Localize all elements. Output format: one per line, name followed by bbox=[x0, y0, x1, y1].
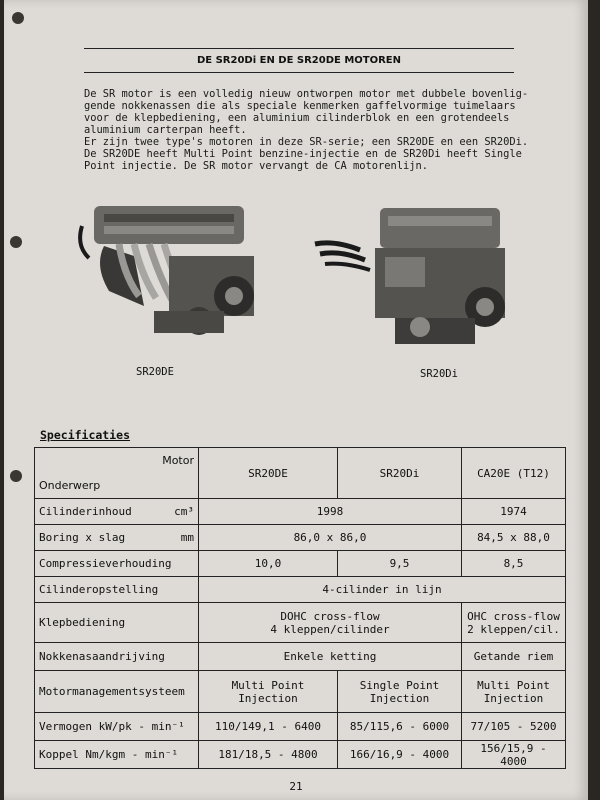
value-cell: 84,5 x 88,0 bbox=[462, 525, 566, 551]
table-row bbox=[35, 741, 566, 769]
value-cell bbox=[462, 603, 566, 643]
punch-hole bbox=[10, 470, 22, 482]
intro-line: Point injectie. De SR motor vervangt de CA motorenlijn. bbox=[84, 160, 429, 172]
column-header: SR20DE bbox=[199, 448, 338, 499]
table-row bbox=[35, 643, 566, 671]
row-label: Klepbediening bbox=[35, 603, 199, 643]
spec-heading: Specificaties bbox=[40, 428, 131, 442]
sr20de-caption: SR20DE bbox=[136, 366, 174, 378]
top-rule bbox=[84, 48, 514, 49]
value-cell: 77/105 - 5200 bbox=[462, 713, 566, 741]
row-label: Compressieverhouding bbox=[35, 551, 199, 577]
intro-line: aluminium carterpan heeft. bbox=[84, 124, 247, 136]
value-cell: 166/16,9 - 4000 bbox=[338, 741, 462, 769]
row-unit: cm³ bbox=[174, 505, 194, 518]
document-page bbox=[4, 0, 588, 800]
corner-onderwerp-label: Onderwerp bbox=[39, 479, 101, 492]
value-line: Multi Point bbox=[231, 678, 305, 692]
value-cell: 9,5 bbox=[338, 551, 462, 577]
column-header: SR20Di bbox=[338, 448, 462, 499]
row-label: Motormanagementsysteem bbox=[35, 671, 199, 713]
section-title: DE SR20Di EN DE SR20DE MOTOREN bbox=[196, 55, 402, 66]
value-cell bbox=[462, 671, 566, 713]
sr20de-engine-image bbox=[74, 196, 274, 346]
value-line: OHC cross-flow bbox=[467, 609, 560, 623]
value-cell: 10,0 bbox=[199, 551, 338, 577]
table-row bbox=[35, 671, 566, 713]
table-row bbox=[35, 525, 566, 551]
value-line: Multi Point bbox=[477, 678, 550, 692]
intro-line: Er zijn twee type's motoren in deze SR-serie; een SR20DE en een SR20Di. bbox=[84, 136, 529, 148]
row-label: Vermogen kW/pk - min⁻¹ bbox=[35, 713, 199, 741]
spec-table bbox=[34, 447, 566, 769]
value-cell bbox=[199, 603, 462, 643]
value-cell: 1998 bbox=[199, 499, 462, 525]
intro-line: voor de klepbediening, een aluminium cilinderblok en een grotendeels bbox=[84, 112, 510, 124]
table-row bbox=[35, 577, 566, 603]
value-cell: 1974 bbox=[462, 499, 566, 525]
value-cell: 85/115,6 - 6000 bbox=[338, 713, 462, 741]
value-line: Injection bbox=[369, 691, 430, 705]
corner-cell bbox=[35, 448, 199, 499]
table-row bbox=[35, 713, 566, 741]
sr20di-caption: SR20Di bbox=[420, 368, 458, 380]
row-label: Nokkenasaandrijving bbox=[35, 643, 199, 671]
value-cell: 110/149,1 - 6400 bbox=[199, 713, 338, 741]
table-header-row bbox=[35, 448, 566, 499]
row-label: Cilinderinhoud bbox=[39, 505, 132, 518]
page-number: 21 bbox=[289, 780, 303, 793]
intro-line: De SR20DE heeft Multi Point benzine-injectie en de SR20Di heeft Single bbox=[84, 148, 522, 160]
value-cell: 86,0 x 86,0 bbox=[199, 525, 462, 551]
column-header: CA20E (T12) bbox=[462, 448, 566, 499]
row-label: Boring x slag bbox=[39, 531, 126, 544]
value-cell bbox=[199, 671, 338, 713]
value-cell bbox=[338, 671, 462, 713]
value-line: 4 kleppen/cilinder bbox=[270, 622, 390, 636]
value-cell: Enkele ketting bbox=[199, 643, 462, 671]
value-line: 2 kleppen/cil. bbox=[467, 622, 560, 636]
value-line: Single Point bbox=[359, 678, 440, 692]
row-label: Cilinderopstelling bbox=[35, 577, 199, 603]
value-cell: Getande riem bbox=[462, 643, 566, 671]
value-cell: 181/18,5 - 4800 bbox=[199, 741, 338, 769]
value-cell: 156/15,9 - 4000 bbox=[462, 741, 566, 769]
sr20di-engine-image bbox=[310, 202, 520, 354]
title-rule bbox=[84, 72, 514, 73]
value-cell: 8,5 bbox=[462, 551, 566, 577]
intro-line: gende nokkenassen die als speciale kenmerken gaffelvormige tuimelaars bbox=[84, 100, 516, 112]
value-line: Injection bbox=[238, 691, 298, 705]
value-line: DOHC cross-flow bbox=[280, 609, 380, 623]
value-cell: 4-cilinder in lijn bbox=[199, 577, 566, 603]
table-row bbox=[35, 499, 566, 525]
corner-motor-label: Motor bbox=[162, 454, 194, 467]
intro-line: De SR motor is een volledig nieuw ontworpen motor met dubbele bovenlig- bbox=[84, 88, 529, 100]
punch-hole bbox=[12, 12, 24, 24]
row-unit: mm bbox=[180, 531, 194, 544]
value-line: Injection bbox=[483, 691, 544, 705]
intro-text bbox=[84, 88, 534, 172]
row-label: Koppel Nm/kgm - min⁻¹ bbox=[35, 741, 199, 769]
punch-hole bbox=[10, 236, 22, 248]
table-row bbox=[35, 551, 566, 577]
table-row bbox=[35, 603, 566, 643]
